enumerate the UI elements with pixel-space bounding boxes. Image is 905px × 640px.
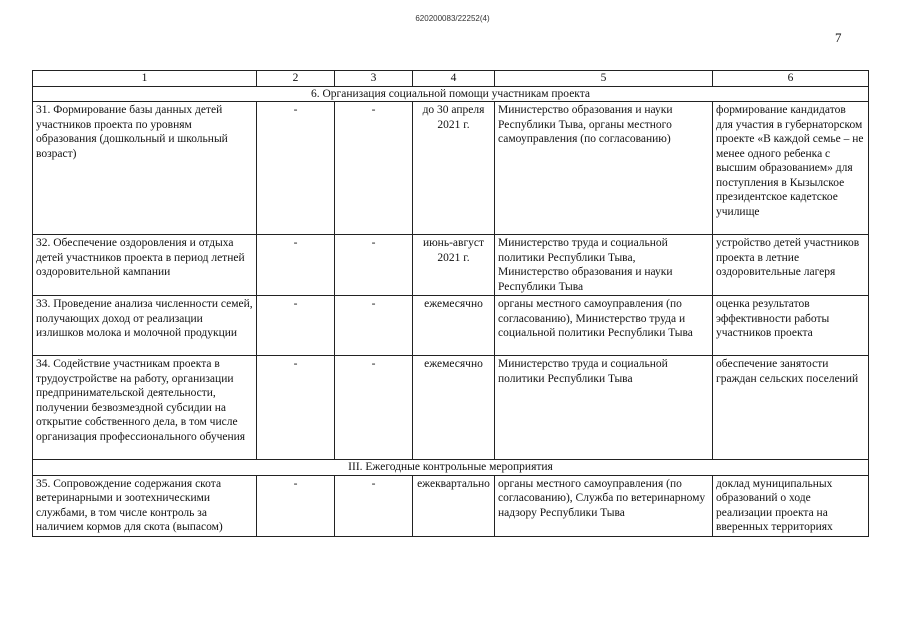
plan-table (32, 70, 869, 537)
table-row (33, 356, 869, 460)
table-row (33, 475, 869, 536)
section-row (33, 460, 869, 476)
cell: - (335, 102, 413, 235)
section-title: III. Ежегодные контрольные мероприятия (33, 460, 869, 476)
result-cell: оценка результатов эффективности работы участников проекта (713, 296, 869, 356)
activity-cell: 32. Обеспечение оздоровления и отдыха детей участников проекта в период летней оздоровительной кампании (33, 235, 257, 296)
section-title: 6. Организация социальной помощи участникам проекта (33, 86, 869, 102)
frequency-cell: ежеквартально (413, 475, 495, 536)
responsible-cell: Министерство труда и социальной политики Республики Тыва (495, 356, 713, 460)
column-header: 5 (495, 71, 713, 87)
column-header: 3 (335, 71, 413, 87)
responsible-cell: органы местного самоуправления (по согласованию), Министерство труда и социальной политики Республики Тыва (495, 296, 713, 356)
cell: - (257, 475, 335, 536)
activity-cell: 33. Проведение анализа численности семей, получающих доход от реализации излишков молока и молочной продукции (33, 296, 257, 356)
section-row (33, 86, 869, 102)
column-header: 6 (713, 71, 869, 87)
responsible-cell: Министерство образования и науки Республики Тыва, органы местного самоуправления (по согласованию) (495, 102, 713, 235)
deadline-cell: июнь-август 2021 г. (413, 235, 495, 296)
table-row (33, 102, 869, 235)
frequency-cell: ежемесячно (413, 296, 495, 356)
result-cell: обеспечение занятости граждан сельских поселений (713, 356, 869, 460)
result-cell: устройство детей участников проекта в летние оздоровительные лагеря (713, 235, 869, 296)
column-header: 2 (257, 71, 335, 87)
cell: - (335, 235, 413, 296)
table-row (33, 296, 869, 356)
cell: - (335, 356, 413, 460)
table-row (33, 235, 869, 296)
cell: - (335, 475, 413, 536)
cell: - (257, 356, 335, 460)
cell: - (257, 235, 335, 296)
result-cell: формирование кандидатов для участия в губернаторском проекте «В каждой семье – не менее одного ребенка с высшим образованием» для поступления в Кызылское президентское кадетское училище (713, 102, 869, 235)
column-header: 4 (413, 71, 495, 87)
column-header: 1 (33, 71, 257, 87)
cell: - (257, 102, 335, 235)
document-code: 620200083/22252(4) (415, 14, 490, 23)
deadline-cell: до 30 апреля 2021 г. (413, 102, 495, 235)
table-header-row (33, 71, 869, 87)
cell: - (335, 296, 413, 356)
result-cell: доклад муниципальных образований о ходе реализации проекта на вверенных территориях (713, 475, 869, 536)
activity-cell: 35. Сопровождение содержания скота ветеринарными и зоотехническими службами, в том числе контроль за наличием кормов для скота (выпасом) (33, 475, 257, 536)
responsible-cell: Министерство труда и социальной политики Республики Тыва, Министерство образования и науки Республики Тыва (495, 235, 713, 296)
responsible-cell: органы местного самоуправления (по согласованию), Служба по ветеринарному надзору Республики Тыва (495, 475, 713, 536)
cell: - (257, 296, 335, 356)
activity-cell: 31. Формирование базы данных детей участников проекта по уровням образования (дошкольный и школьный возраст) (33, 102, 257, 235)
page-number: 7 (835, 30, 842, 45)
frequency-cell: ежемесячно (413, 356, 495, 460)
activity-cell: 34. Содействие участникам проекта в трудоустройстве на работу, организации предпринимательской деятельности, получении безвозмездной субсидии на открытие собственного дела, в том числе организация профессионального обучения (33, 356, 257, 460)
